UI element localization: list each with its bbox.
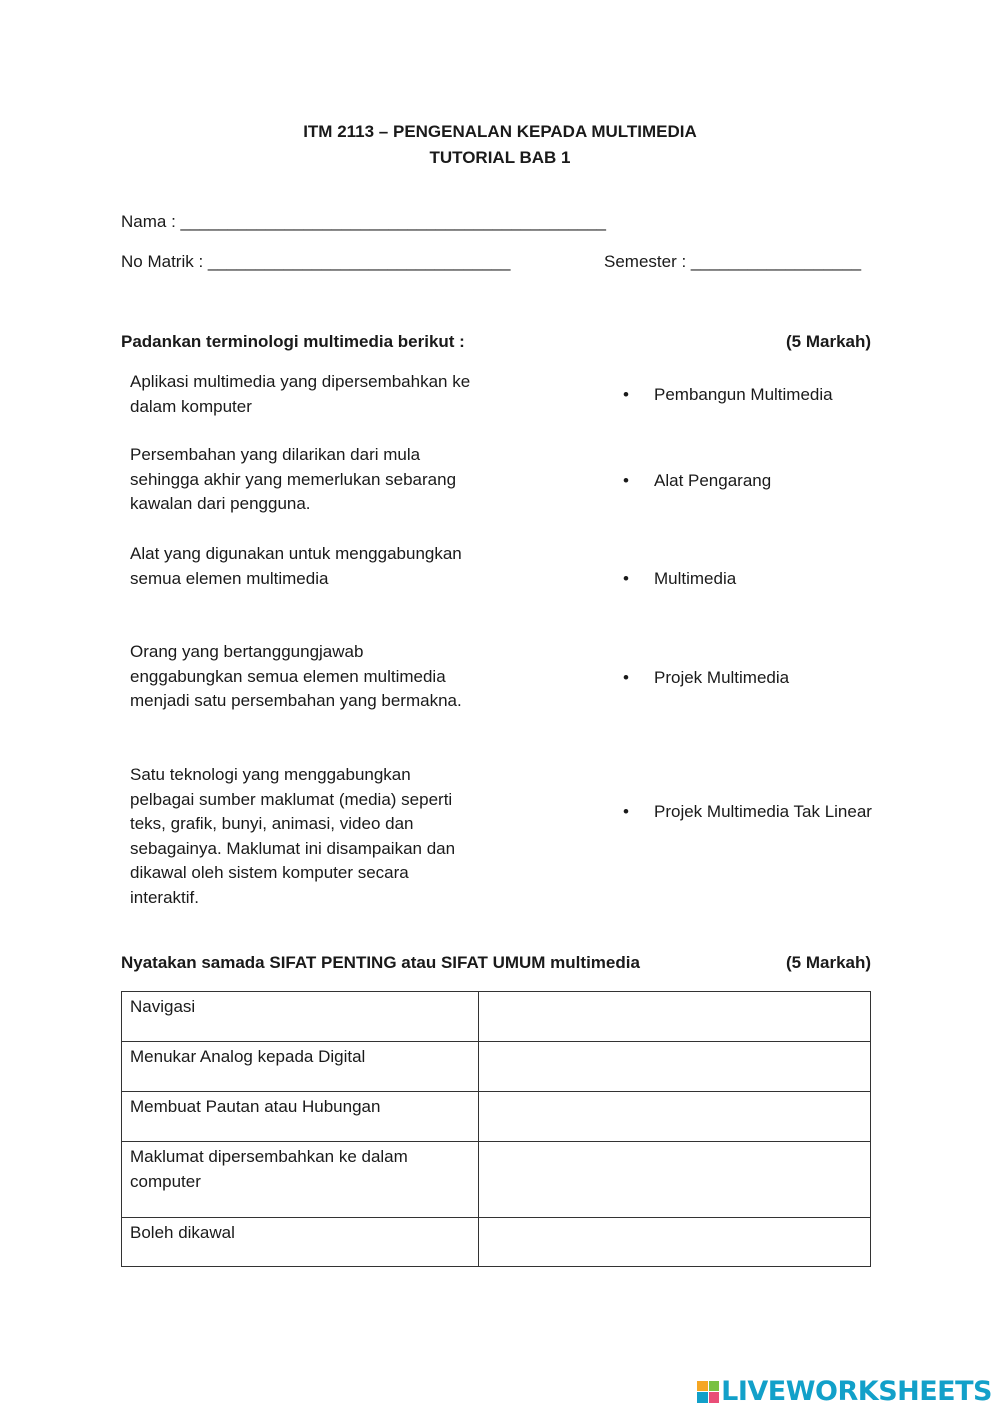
answer-cell[interactable] bbox=[479, 1042, 871, 1092]
match-question-5[interactable]: Satu teknologi yang menggabungkan pelbagai sumber maklumat (media) seperti teks, grafik, bunyi, animasi, video dan sebagainya. Maklumat ini disampaikan dan dikawal oleh sistem komputer secara interaktif. bbox=[130, 765, 456, 907]
match-option-1[interactable] bbox=[623, 383, 873, 408]
answer-cell[interactable] bbox=[479, 1092, 871, 1142]
logo-text: LIVEWORKSHEETS bbox=[721, 1376, 992, 1407]
match-option-label: Projek Multimedia bbox=[654, 668, 790, 687]
property-label: Maklumat dipersembahkan ke dalam computer bbox=[122, 1142, 479, 1218]
liveworksheets-logo bbox=[697, 1376, 992, 1407]
no-matrik-field[interactable]: No Matrik : ________________________________ bbox=[121, 252, 511, 271]
section2-heading: Nyatakan samada SIFAT PENTING atau SIFAT UMUM multimedia bbox=[121, 953, 640, 972]
match-option-5[interactable] bbox=[623, 800, 873, 825]
bullet-icon: • bbox=[623, 668, 629, 687]
tutorial-title: TUTORIAL BAB 1 bbox=[429, 148, 571, 167]
section1-marks: (5 Markah) bbox=[786, 332, 872, 351]
logo-square bbox=[697, 1392, 708, 1403]
match-option-label: Multimedia bbox=[654, 569, 737, 588]
table-row bbox=[122, 1218, 871, 1267]
course-title: ITM 2113 – PENGENALAN KEPADA MULTIMEDIA bbox=[303, 122, 697, 141]
logo-square bbox=[709, 1381, 720, 1392]
match-question-2[interactable]: Persembahan yang dilarikan dari mula sehingga akhir yang memerlukan sebarang kawalan dari pengguna. bbox=[130, 445, 457, 513]
section1-heading: Padankan terminologi multimedia berikut : bbox=[121, 332, 465, 351]
bullet-icon: • bbox=[623, 802, 629, 821]
property-label: Membuat Pautan atau Hubungan bbox=[122, 1092, 479, 1142]
match-question-4[interactable]: Orang yang bertanggungjawab enggabungkan semua elemen multimedia menjadi satu persembahan yang bermakna. bbox=[130, 642, 462, 710]
table-row bbox=[122, 1142, 871, 1218]
property-label: Menukar Analog kepada Digital bbox=[122, 1042, 479, 1092]
logo-mark-icon bbox=[697, 1381, 719, 1403]
semester-field[interactable]: Semester : __________________ bbox=[604, 252, 862, 271]
nama-field[interactable]: Nama : _____________________________________________ bbox=[121, 212, 606, 231]
match-option-label: Projek Multimedia Tak Linear bbox=[654, 802, 872, 821]
match-option-2[interactable] bbox=[623, 469, 873, 494]
logo-square bbox=[709, 1392, 720, 1403]
property-label: Navigasi bbox=[122, 992, 479, 1042]
logo-square bbox=[697, 1381, 708, 1392]
properties-table bbox=[121, 991, 871, 1267]
match-option-3[interactable] bbox=[623, 567, 873, 592]
answer-cell[interactable] bbox=[479, 992, 871, 1042]
table-row bbox=[122, 992, 871, 1042]
table-row bbox=[122, 1092, 871, 1142]
property-label: Boleh dikawal bbox=[122, 1218, 479, 1267]
match-question-3[interactable]: Alat yang digunakan untuk menggabungkan semua elemen multimedia bbox=[130, 544, 462, 588]
match-option-label: Pembangun Multimedia bbox=[654, 385, 833, 404]
match-question-1[interactable]: Aplikasi multimedia yang dipersembahkan ke dalam komputer bbox=[130, 372, 471, 416]
answer-cell[interactable] bbox=[479, 1142, 871, 1218]
bullet-icon: • bbox=[623, 385, 629, 404]
section2-marks: (5 Markah) bbox=[786, 953, 872, 972]
match-option-label: Alat Pengarang bbox=[654, 471, 772, 490]
bullet-icon: • bbox=[623, 569, 629, 588]
match-option-4[interactable] bbox=[623, 666, 873, 691]
table-row bbox=[122, 1042, 871, 1092]
answer-cell[interactable] bbox=[479, 1218, 871, 1267]
bullet-icon: • bbox=[623, 471, 629, 490]
